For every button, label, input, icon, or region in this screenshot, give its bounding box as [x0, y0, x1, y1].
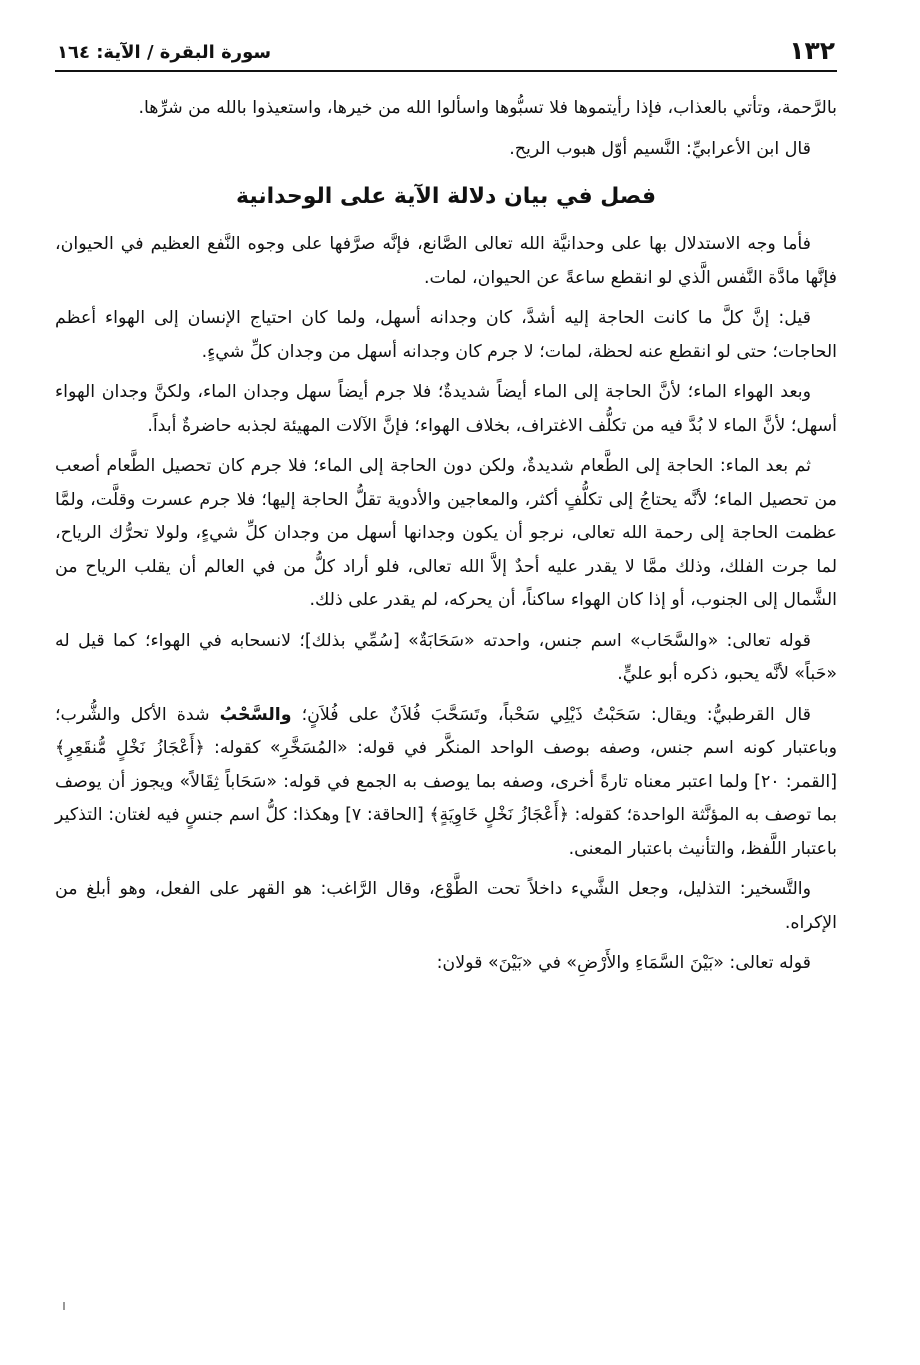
paragraph-9: والتَّسخير: التذليل، وجعل الشَّيء داخلاً تحت الطَّوْع، وقال الرَّاغب: هو القهر على الفعل، وهو أبلغ من الإكراه. [55, 879, 837, 933]
paragraph-8-end: شدة الأكل والشُّرب؛ وباعتبار كونه اسم جنس، وصفه بوصف الواحد المنكَّر في قوله: «المُسَخَّرِ» كقوله: ﴿أَعْجَازُ نَخْلٍ مُّنقَعِرٍ﴾ [القمر: ٢٠] ولما اعتبر معناه تارةً أخرى، وصفه بما يوصف به الجمع في قوله: «سَحَاباً ثِقَالاً» ويجوز أن يوصف بما توصف به المؤنَّثة الواحدة؛ كقوله: ﴿أَعْجَازُ نَخْلٍ خَاوِيَةٍ﴾ [الحاقة: ٧] وهكذا: كلُّ اسم جنسٍ فيه لغتان: التذكير باعتبار اللَّفظ، والتأنيث باعتبار المعنى. [55, 704, 838, 859]
section-title: فصل في بيان دلالة الآية على الوحدانية [236, 184, 656, 209]
page-body [55, 92, 837, 981]
paragraph-8-bold-term: والسَّحْبُ [219, 704, 292, 725]
paragraph-7: قوله تعالى: «والسَّحَاب» اسم جنس، واحدته «سَحَابَةٌ» [سُمِّي بذلك]؛ لانسحابه في الهواء؛ كما قيل له «حَباً» لأنَّه يحبو، ذكره أبو عليٍّ. [55, 630, 837, 684]
running-head: سورة البقرة / الآية: ١٦٤ [57, 42, 272, 63]
paragraph-10: قوله تعالى: «بَيْنَ السَّمَاءِ والأَرْضِ» في «بَيْنَ» قولان: [436, 953, 811, 973]
margin-mark [63, 1302, 65, 1310]
book-page [55, 28, 837, 988]
paragraph-3: فأما وجه الاستدلال بها على وحدانيَّة الله تعالى الصَّانع، فإنَّه صرَّفها على وجوه النَّفع العظيم في الحيوان، فإنَّها مادَّة النَّفس الَّذي لو انقطع ساعةً عن الحيوان، لمات. [55, 234, 837, 288]
paragraph-5: وبعد الهواء الماء؛ لأنَّ الحاجة إلى الماء أيضاً شديدةٌ؛ فلا جرم أيضاً سهل وجدان الماء، ولكنَّ وجدان الهواء أسهل؛ لأنَّ الماء لا بُدَّ فيه من تكلُّف الاغتراف، بخلاف الهواء؛ فإنَّ الآلات المهيئة لجذبه حاضرةٌ أبداً. [55, 382, 837, 436]
paragraph-8-start: قال القرطبيُّ: ويقال: سَحَبْتُ ذَيْلِي سَحْباً، وتَسَحَّبَ فُلاَنٌ على فُلاَنٍ؛ [301, 704, 811, 725]
paragraph-8 [55, 699, 837, 867]
paragraph-1: بالرَّحمة، وتأتي بالعذاب، فإذا رأيتموها فلا تسبُّوها واسألوا الله من خيرها، واستعيذوا بالله من شرِّها. [138, 98, 837, 118]
paragraph-4: قيل: إنَّ كلَّ ما كانت الحاجة إليه أشدَّ، كان وجدانه أسهل، ولما كان احتياج الإنسان إلى الهواء أعظم الحاجات؛ حتى لو انقطع عنه لحظة، لمات؛ لا جرم كان وجدانه أسهل من وجدان كلِّ شيءٍ. [55, 308, 837, 362]
paragraph-6: ثم بعد الماء: الحاجة إلى الطَّعام شديدةٌ، ولكن دون الحاجة إلى الماء؛ فلا جرم كان تحصيل الطَّعام أصعب من تحصيل الماء؛ لأنَّه يحتاجُ إلى تكلُّفٍ أكثر، والمعاجين والأدوية تقلُّ الحاجة إليها؛ فلا جرم عسرت وقلَّت، ولمَّا عظمت الحاجة إلى رحمة الله تعالى، نرجو أن يكون وجدانها أسهل من وجدان كلِّ شيءٍ، ولولا تحرُّك الرياح، لما جرت الفلك، وذلك ممَّا لا يقدر عليه أحدٌ إلاَّ الله تعالى، فلو أراد كلُّ من في العالم أن يقلب الرياح من الشَّمال إلى الجنوب، أو إذا كان الهواء ساكناً، أن يحركه، لم يقدر على ذلك. [55, 456, 837, 610]
paragraph-2: قال ابن الأعرابيِّ: النَّسيم أوّل هبوب الريح. [509, 138, 811, 159]
page-header [55, 28, 837, 72]
page-number: ١٣٢ [789, 36, 835, 65]
